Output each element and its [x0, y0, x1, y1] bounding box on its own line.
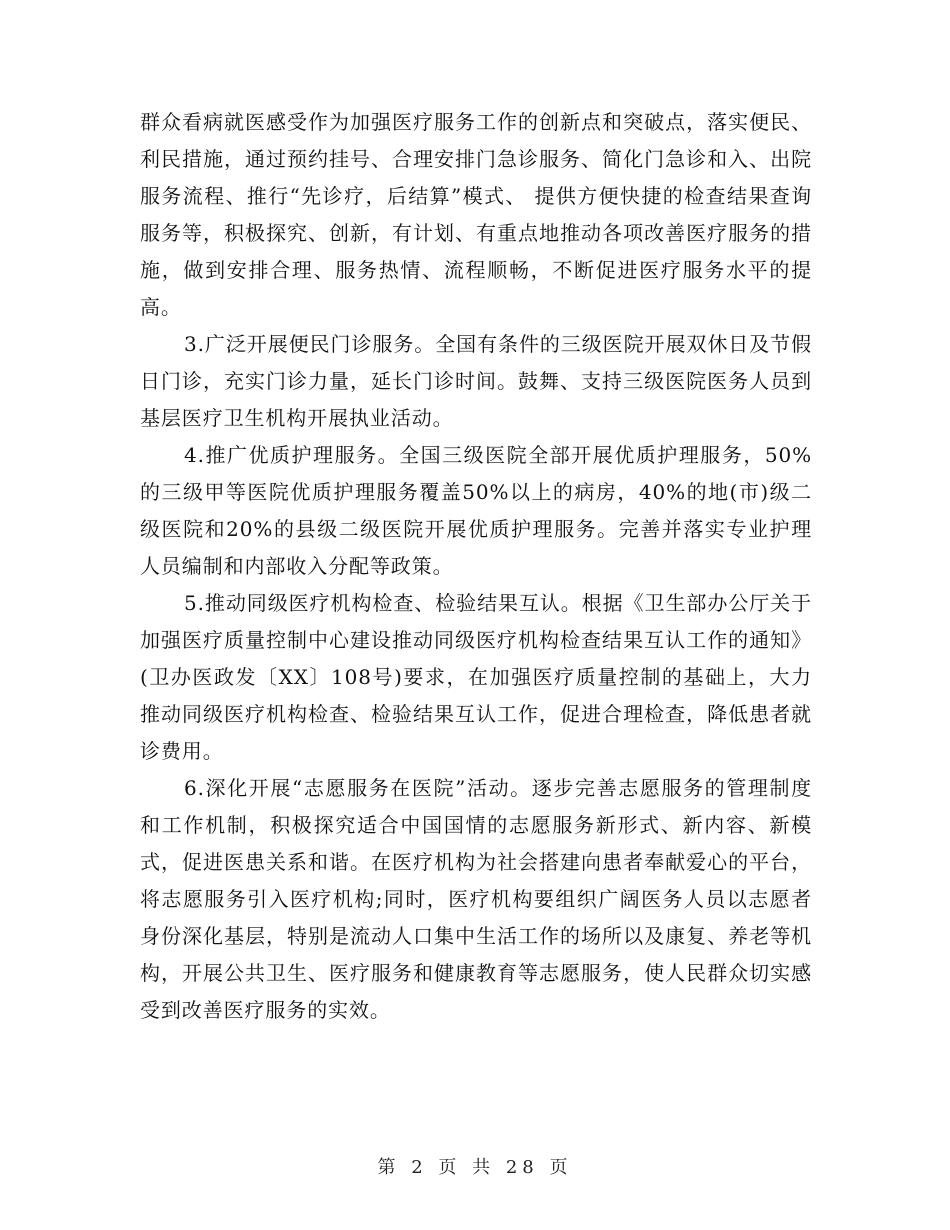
paragraph-item-4: 4.推广优质护理服务。全国三级医院全部开展优质护理服务，50%的三级甲等医院优质护理服务覆盖50%以上的病房，40%的地(市)级二级医院和20%的县级二级医院开展优质护理服务。完善并落实专业护理人员编制和内部收入分配等政策。 [140, 443, 812, 578]
page-number-footer: 第 2 页 共 28 页 [377, 1157, 573, 1178]
paragraph-item-3: 3.广泛开展便民门诊服务。全国有条件的三级医院开展双休日及节假日门诊，充实门诊力量，延长门诊时间。鼓舞、支持三级医院医务人员到基层医疗卫生机构开展执业活动。 [140, 332, 812, 430]
paragraph-continuation: 群众看病就医感受作为加强医疗服务工作的创新点和突破点，落实便民、利民措施，通过预约挂号、合理安排门急诊服务、简化门急诊和入、出院服务流程、推行“先诊疗，后结算”模式、 提供方便快捷的检查结果查询服务等，积极探究、创新，有计划、有重点地推动各项改善医疗服务的措施，做到安排合理、服务热情、流程顺畅，不断促进医疗服务水平的提高。 [140, 110, 812, 319]
paragraph-item-5: 5.推动同级医疗机构检查、检验结果互认。根据《卫生部办公厅关于加强医疗质量控制中心建设推动同级医疗机构检查结果互认工作的通知》(卫办医政发〔XX〕108号)要求，在加强医疗质量控制的基础上，大力推动同级医疗机构检查、检验结果互认工作，促进合理检查，降低患者就诊费用。 [140, 591, 812, 763]
paragraph-item-6: 6.深化开展“志愿服务在医院”活动。逐步完善志愿服务的管理制度和工作机制，积极探究适合中国国情的志愿服务新形式、新内容、新模式，促进医患关系和谐。在医疗机构为社会搭建向患者奉献爱心的平台，将志愿服务引入医疗机构;同时，医疗机构要组织广阔医务人员以志愿者身份深化基层，特别是流动人口集中生活工作的场所以及康复、养老等机构，开展公共卫生、医疗服务和健康教育等志愿服务，使人民群众切实感受到改善医疗服务的实效。 [140, 776, 812, 1022]
document-body [140, 104, 812, 1029]
